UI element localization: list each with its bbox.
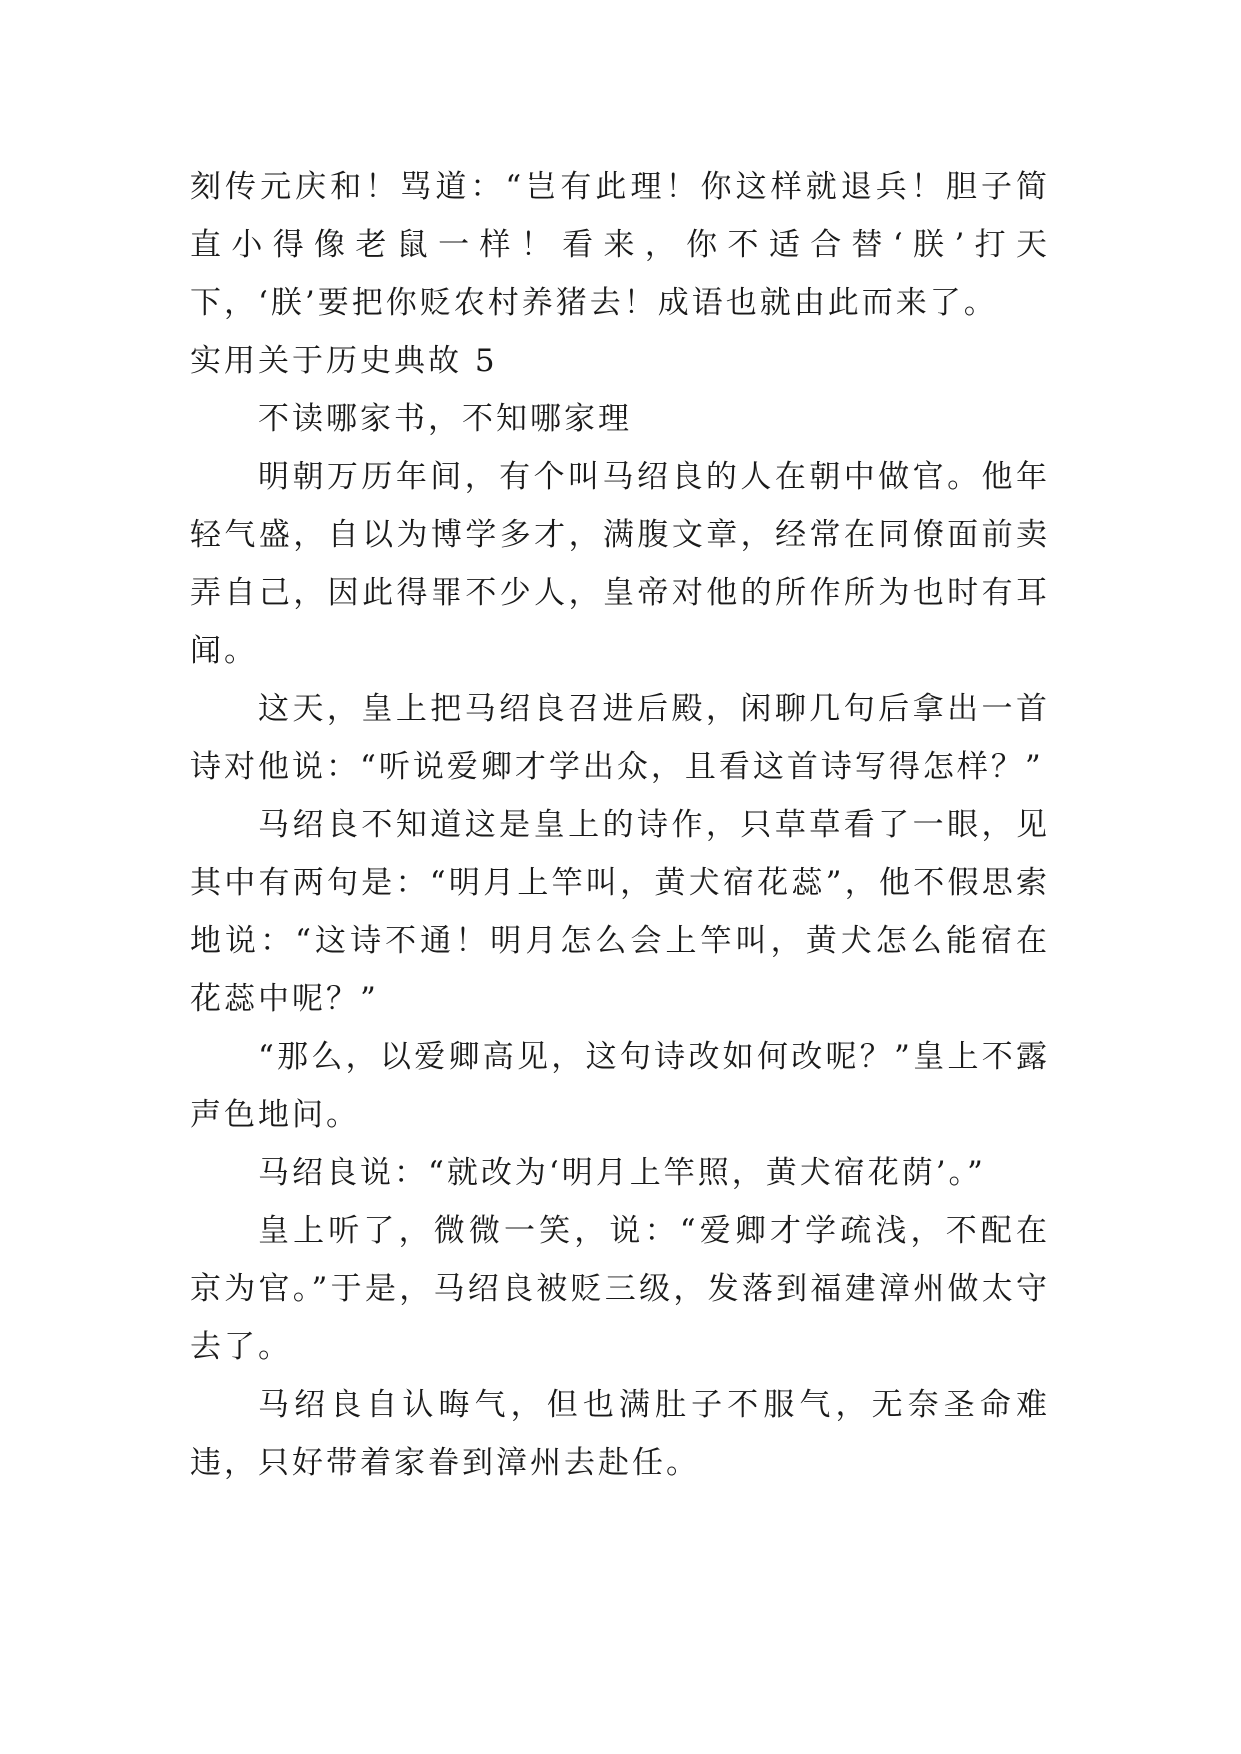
- subtitle: 不读哪家书，不知哪家理: [258, 401, 632, 437]
- body-paragraph: 马绍良说：“就改为‘明月上竿照，黄犬宿花荫’。”: [258, 1155, 986, 1191]
- body-paragraph: 马绍良自认晦气，但也满肚子不服气，无奈圣命难违，只好带着家眷到漳州去赴任。: [190, 1387, 1050, 1481]
- intro-paragraph: 刻传元庆和！骂道：“岂有此理！你这样就退兵！胆子简直小得像老鼠一样！看来，你不适合替‘朕’打天下，‘朕’要把你贬农村养猪去！成语也就由此而来了。: [190, 169, 1050, 321]
- body-paragraph: 皇上听了，微微一笑，说：“爱卿才学疏浅，不配在京为官。”于是，马绍良被贬三级，发落到福建漳州做太守去了。: [190, 1213, 1050, 1365]
- body-paragraph: 马绍良不知道这是皇上的诗作，只草草看了一眼，见其中有两句是：“明月上竿叫，黄犬宿花蕊”，他不假思索地说：“这诗不通！明月怎么会上竿叫，黄犬怎么能宿在花蕊中呢？”: [190, 807, 1050, 1017]
- document-page: [190, 158, 1050, 1492]
- body-paragraph: 明朝万历年间，有个叫马绍良的人在朝中做官。他年轻气盛，自以为博学多才，满腹文章，经常在同僚面前卖弄自己，因此得罪不少人，皇帝对他的所作所为也时有耳闻。: [190, 459, 1050, 669]
- body-paragraph: 这天，皇上把马绍良召进后殿，闲聊几句后拿出一首诗对他说：“听说爱卿才学出众，且看这首诗写得怎样？”: [190, 691, 1050, 785]
- section-title: 实用关于历史典故 5: [190, 343, 498, 379]
- body-paragraph: “那么，以爱卿高见，这句诗改如何改呢？”皇上不露声色地问。: [190, 1039, 1050, 1133]
